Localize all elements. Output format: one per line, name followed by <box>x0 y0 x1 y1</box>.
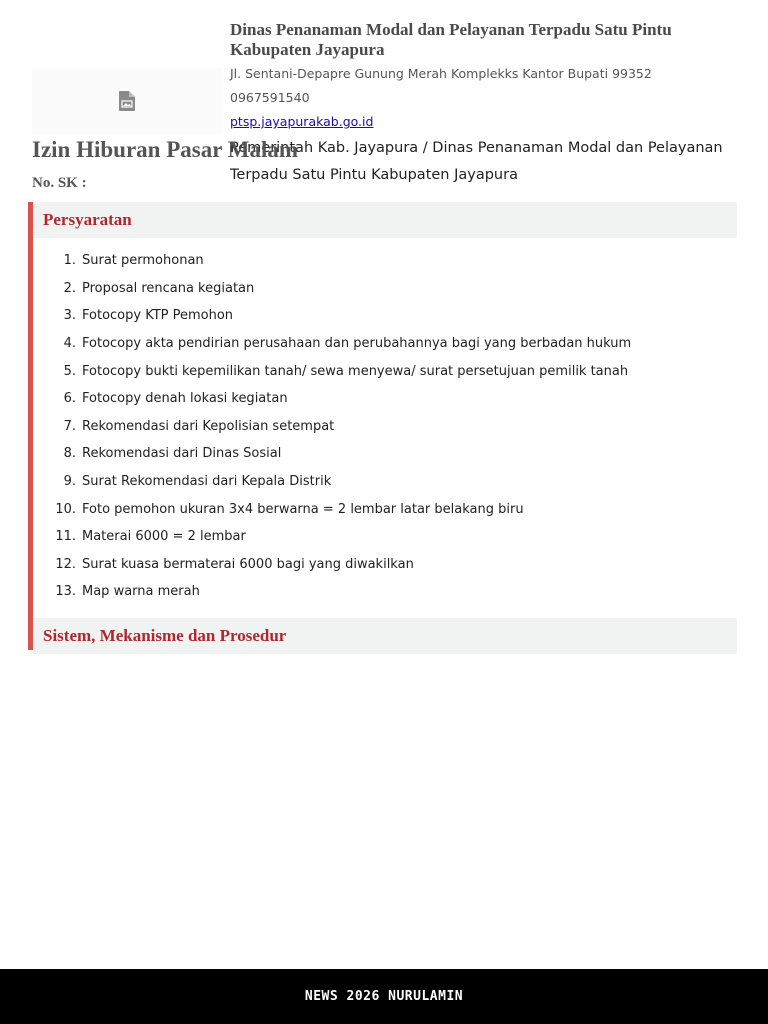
item-text: Proposal rencana kegiatan <box>82 280 255 296</box>
list-item <box>33 302 737 330</box>
list-item <box>33 357 737 385</box>
list-item <box>33 495 737 523</box>
item-number: 8. <box>63 446 76 462</box>
item-text: Surat Rekomendasi dari Kepala Distrik <box>82 474 332 490</box>
item-text: Surat permohonan <box>82 253 204 269</box>
requirements-list <box>33 238 737 618</box>
item-number: 9. <box>63 474 76 490</box>
item-text: Fotocopy denah lokasi kegiatan <box>82 391 288 407</box>
item-number: 7. <box>63 418 76 434</box>
item-text: Fotocopy akta pendirian perusahaan dan perubahannya bagi yang berbadan hukum <box>82 336 632 352</box>
list-item <box>33 523 737 551</box>
item-text: Map warna merah <box>82 584 200 600</box>
item-number: 1. <box>63 253 76 269</box>
item-text: Fotocopy bukti kepemilikan tanah/ sewa menyewa/ surat persetujuan pemilik tanah <box>82 363 629 379</box>
section-title-requirements: Persyaratan <box>33 202 737 238</box>
org-logo <box>32 68 222 134</box>
item-number: 11. <box>55 529 76 545</box>
org-info <box>230 20 750 189</box>
item-text: Surat kuasa bermaterai 6000 bagi yang diwakilkan <box>82 556 414 572</box>
item-number: 10. <box>55 501 76 517</box>
item-number: 4. <box>63 336 76 352</box>
section-title-procedure: Sistem, Mekanisme dan Prosedur <box>33 618 737 654</box>
list-item <box>33 275 737 303</box>
list-item <box>33 330 737 358</box>
list-item <box>33 551 737 579</box>
item-number: 13. <box>55 584 76 600</box>
service-details <box>28 202 737 650</box>
list-item <box>33 468 737 496</box>
breadcrumb: Pemerintah Kab. Jayapura / Dinas Penanaman Modal dan Pelayanan Terpadu Satu Pintu Kabupaten Jayapura <box>230 140 723 183</box>
list-item <box>33 578 737 606</box>
item-text: Rekomendasi dari Dinas Sosial <box>82 446 282 462</box>
item-number: 5. <box>63 363 76 379</box>
sk-number-label: No. SK : <box>32 175 87 191</box>
item-text: Foto pemohon ukuran 3x4 berwarna = 2 lembar latar belakang biru <box>82 501 524 517</box>
list-item <box>33 247 737 275</box>
org-address: Jl. Sentani-Depapre Gunung Merah Komplekks Kantor Bupati 99352 <box>230 66 652 81</box>
footer-bar <box>0 969 768 1024</box>
item-number: 2. <box>63 280 76 296</box>
item-number: 6. <box>63 391 76 407</box>
item-number: 12. <box>55 556 76 572</box>
footer-text: NEWS 2026 NURULAMIN <box>304 989 464 1004</box>
org-phone: 0967591540 <box>230 90 310 105</box>
image-placeholder-icon <box>119 91 135 111</box>
list-item <box>33 385 737 413</box>
org-website-link[interactable]: ptsp.jayapurakab.go.id <box>230 114 374 129</box>
list-item <box>33 413 737 441</box>
page-title: Izin Hiburan Pasar Malam <box>32 137 299 162</box>
org-name: Dinas Penanaman Modal dan Pelayanan Terpadu Satu Pintu Kabupaten Jayapura <box>230 20 672 59</box>
item-number: 3. <box>63 308 76 324</box>
item-text: Rekomendasi dari Kepolisian setempat <box>82 418 335 434</box>
item-text: Materai 6000 = 2 lembar <box>82 529 246 545</box>
item-text: Fotocopy KTP Pemohon <box>82 308 234 324</box>
list-item <box>33 440 737 468</box>
